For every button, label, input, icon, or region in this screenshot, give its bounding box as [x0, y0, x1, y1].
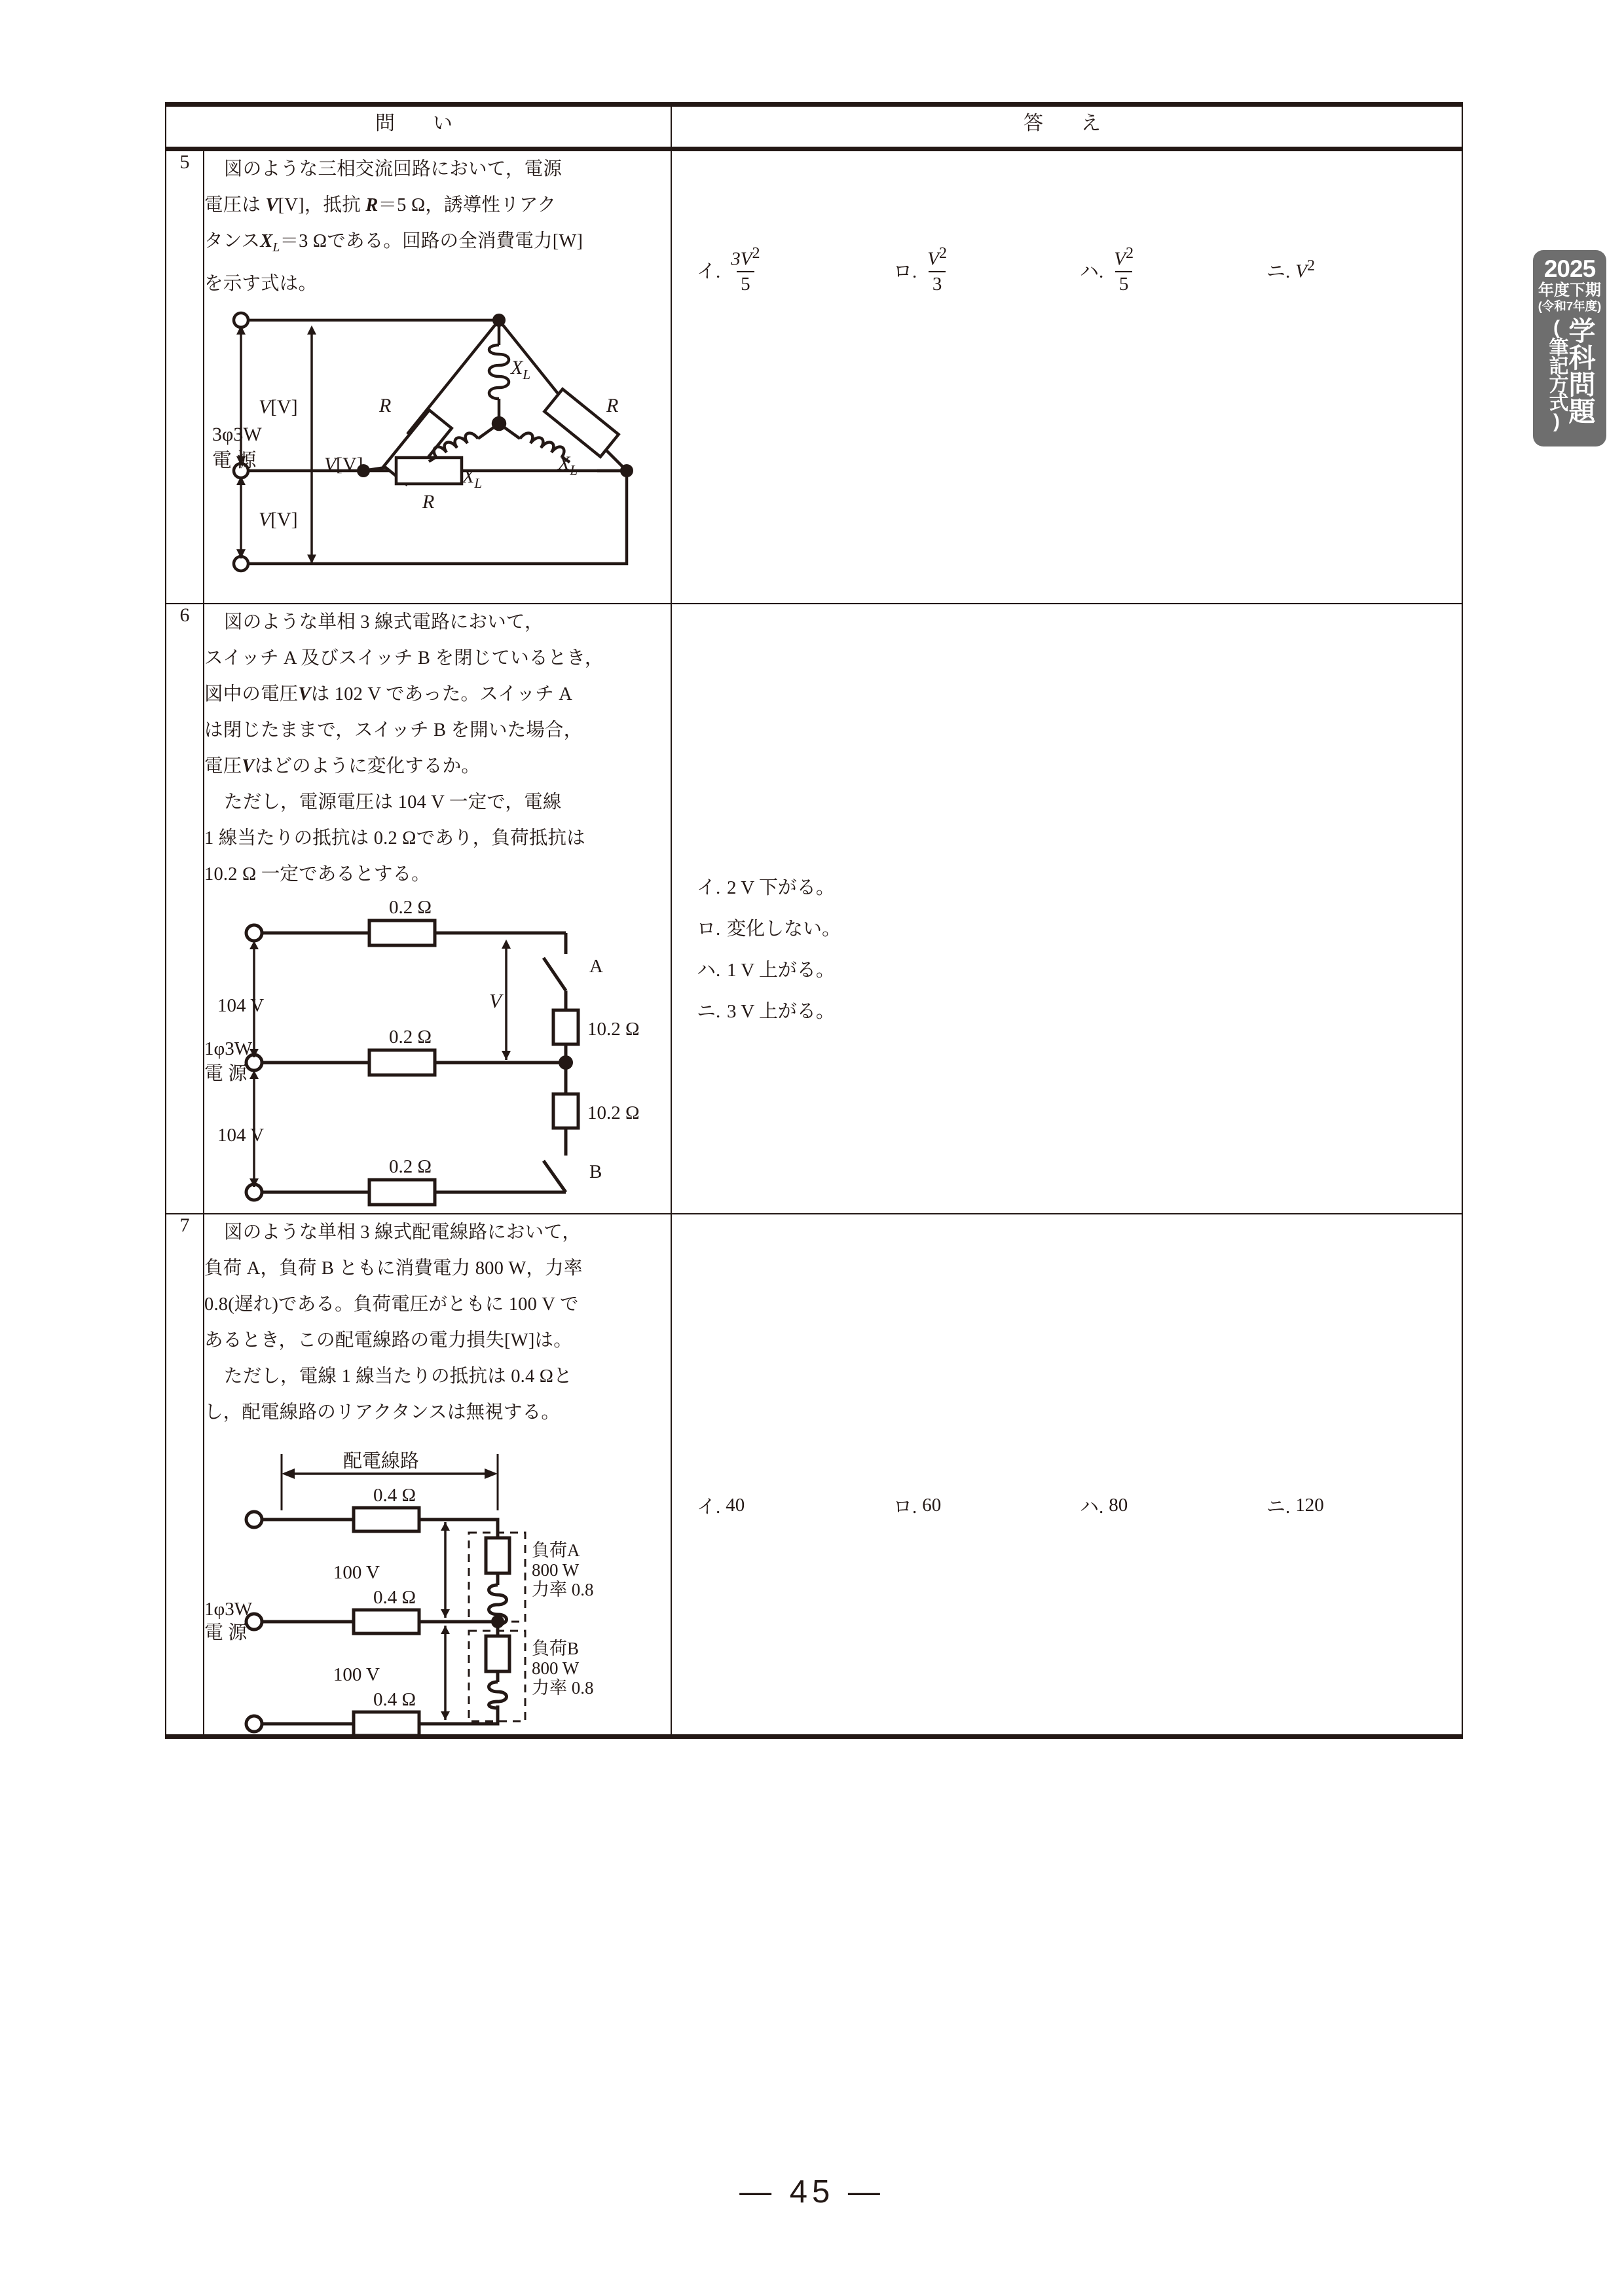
q5-label-xl-left: $X_L$: [462, 465, 483, 491]
question-body-7: [204, 1214, 671, 1737]
q5-line4: を示す式は。: [204, 273, 318, 294]
answer-choice-q7-ha[interactable]: [1080, 1492, 1266, 1519]
q7-label-load-b-3: 力率 0.8: [532, 1677, 594, 1698]
answer-mark: ハ.: [1080, 1496, 1104, 1518]
q5-label-r-right: R: [606, 394, 619, 416]
q5-label-xl-top: $X_L$: [511, 356, 531, 382]
answer-choice-q7-ni[interactable]: [1266, 1492, 1324, 1519]
q6-line4: は閉じたままで，スイッチ B を開いた場合，: [204, 720, 583, 740]
question-number-5: 5: [166, 149, 204, 604]
side-tab-era: (令和7年度): [1538, 299, 1602, 313]
q6-line2: スイッチ A 及びスイッチ B を閉じているとき，: [204, 647, 604, 668]
side-tab: [1533, 250, 1606, 446]
q5-line3a: タンス: [204, 231, 261, 251]
q5-label-v-top: V: [259, 395, 271, 418]
question-text-7: [204, 1214, 671, 1430]
fraction-denominator: 5: [1115, 271, 1133, 295]
answer-choice-q7-i[interactable]: [697, 1492, 893, 1519]
q7-label-r-top: 0.4 Ω: [373, 1484, 416, 1506]
q6-label-switch-a: A: [589, 955, 603, 977]
table-header-row: [166, 105, 1462, 149]
answer-text: 80: [1109, 1494, 1128, 1516]
q6-label-r-top: 0.2 Ω: [389, 898, 432, 918]
q7-line2: 負荷 A，負荷 B ともに消費電力 800 W，力率: [204, 1258, 583, 1279]
circuit-diagram-q7: [204, 1440, 671, 1734]
q6-label-r-bot: 0.2 Ω: [389, 1156, 432, 1177]
q7-line3: 0.8(遅れ)である。負荷電圧がともに 100 V で: [204, 1294, 579, 1315]
answer-choice-q5-i[interactable]: [697, 245, 893, 295]
table-row: [166, 604, 1462, 1214]
q7-line1: 図のような単相 3 線式配電線路において，: [224, 1222, 581, 1243]
q6-line5a: 電圧: [204, 756, 242, 776]
q6-label-load-top: 10.2 Ω: [587, 1018, 640, 1040]
question-body-6: [204, 604, 671, 1214]
side-tab-year: 2025: [1543, 255, 1596, 282]
question-text-6: [204, 604, 671, 892]
answer-choice-q5-ni[interactable]: [1266, 257, 1315, 283]
answer-exponent: 2: [1306, 257, 1316, 275]
q5-svg: [204, 302, 663, 603]
q6-label-voltmeter-v: V: [489, 989, 502, 1012]
answer-choices-5: [672, 245, 1462, 295]
header-answer-col: 答 え: [671, 105, 1462, 149]
side-tab-term: 年度下期: [1538, 282, 1601, 299]
answer-text: 1 V 上がる。: [727, 959, 835, 981]
q7-label-source-1: 1φ3W: [204, 1598, 253, 1620]
q5-line3b: ＝3 Ωである。回路の全消費電力[W]: [280, 231, 583, 251]
q5-label-v-mid: V: [324, 453, 337, 475]
q6-label-switch-b: B: [589, 1161, 602, 1182]
answer-mark: ニ.: [697, 1000, 721, 1022]
q5-label-xl-right: $X_L$: [558, 452, 578, 478]
answer-choice-q6-ni[interactable]: [697, 991, 1462, 1032]
answer-text: 60: [922, 1494, 942, 1516]
q6-line8: 10.2 Ω 一定であるとする。: [204, 864, 431, 884]
q6-junction-dot: [559, 1055, 573, 1070]
fraction-numerator: V: [1114, 248, 1126, 270]
q5-line2c: ＝5 Ω，誘導性リアク: [378, 195, 557, 215]
answer-mark: ニ.: [1266, 261, 1291, 282]
q7-label-load-b-2: 800 W: [532, 1658, 580, 1678]
question-body-5: [204, 149, 671, 604]
q5-symbol-v: V: [265, 195, 278, 215]
table-row: [166, 149, 1462, 604]
answer-mark: ハ.: [1080, 261, 1104, 282]
q5-line2a: 電圧は: [204, 195, 266, 215]
answer-body-7: [671, 1214, 1462, 1737]
q7-svg: [204, 1440, 656, 1734]
circuit-diagram-q5: [204, 302, 671, 603]
q6-label-r-mid: 0.2 Ω: [389, 1026, 432, 1048]
answer-choice-q6-ro[interactable]: [697, 909, 1462, 950]
q5-label-source-1: 3φ3W: [212, 423, 262, 445]
q5-label-r-bottom: R: [422, 490, 435, 513]
answer-text: 3 V 上がる。: [727, 1000, 835, 1022]
side-tab-format: (筆記方式): [1545, 317, 1568, 431]
q5-label-v-bot: V: [259, 508, 271, 530]
q6-label-load-bot: 10.2 Ω: [587, 1102, 640, 1123]
answer-choice-q6-ha[interactable]: [697, 950, 1462, 991]
table-row: [166, 1214, 1462, 1737]
q6-label-source-2: 電 源: [204, 1063, 248, 1084]
answer-mark: ハ.: [697, 959, 721, 981]
answer-text: 40: [726, 1494, 745, 1516]
q5-label-source-2: 電 源: [212, 449, 257, 471]
q6-line7: 1 線当たりの抵抗は 0.2 Ωであり，負荷抵抗は: [204, 828, 585, 848]
q7-label-r-bot: 0.4 Ω: [373, 1688, 416, 1710]
answer-body-5: [671, 149, 1462, 604]
page-number: — 45 —: [739, 2174, 885, 2210]
answer-mark: イ.: [697, 261, 721, 282]
q5-symbol-x-sub: L: [272, 240, 280, 255]
answer-mark: イ.: [697, 877, 721, 898]
q5-symbol-r: R: [365, 195, 378, 215]
q7-label-source-2: 電 源: [204, 1622, 248, 1643]
q7-label-v-top: 100 V: [333, 1561, 380, 1583]
q6-line6: ただし，電源電圧は 104 V 一定で，電線: [224, 792, 562, 812]
answer-text: 変化しない。: [727, 918, 841, 939]
q6-symbol-v2: V: [242, 756, 255, 776]
q5-symbol-x: X: [260, 231, 273, 251]
fraction: [923, 245, 951, 295]
answer-choice-q5-ro[interactable]: [893, 245, 1080, 295]
fraction: [1110, 245, 1137, 295]
fraction-denominator: 5: [737, 271, 754, 295]
fraction-denominator: 3: [929, 271, 946, 295]
answer-mark: イ.: [697, 1496, 721, 1518]
answer-mark: ロ.: [893, 261, 917, 282]
answer-choice-q7-ro[interactable]: [893, 1492, 1080, 1519]
answer-mark: ロ.: [697, 918, 721, 939]
q6-line5b: はどのように変化するか。: [254, 756, 481, 776]
svg-text:[V]: [V]: [336, 453, 363, 475]
q6-svg: [204, 899, 656, 1213]
fraction-numerator: 3V: [731, 248, 752, 270]
fraction-exponent: 2: [752, 244, 760, 262]
svg-text:[V]: [V]: [270, 395, 298, 418]
q5-label-r-left: R: [379, 394, 392, 416]
q7-label-load-a-2: 800 W: [532, 1559, 580, 1580]
q6-line3a: 図中の電圧: [204, 683, 299, 704]
q6-line3b: は 102 V であった。スイッチ A: [310, 683, 573, 704]
circuit-diagram-q6: [204, 899, 671, 1213]
q5-line2b: [V]，抵抗: [278, 195, 366, 215]
q5-line1: 図のような三相交流回路において，電源: [224, 159, 563, 179]
question-text-5: [204, 151, 671, 302]
answer-text: 2 V 下がる。: [727, 877, 835, 898]
answer-body-6: [671, 604, 1462, 1214]
answer-choice-q5-ha[interactable]: [1080, 245, 1266, 295]
q6-label-v-top: 104 V: [217, 994, 265, 1016]
q7-label-v-bot: 100 V: [333, 1664, 380, 1685]
q7-line6: し，配電線路のリアクタンスは無視する。: [204, 1402, 561, 1423]
header-question-col: 問 い: [166, 105, 671, 149]
side-tab-subject: 学科問題: [1564, 317, 1595, 425]
q7-label-load-b-1: 負荷B: [532, 1638, 580, 1658]
answer-choice-q6-i[interactable]: [697, 867, 1462, 909]
fraction-numerator: V: [927, 248, 939, 270]
answer-text: 120: [1295, 1494, 1324, 1516]
q7-label-load-a-3: 力率 0.8: [532, 1579, 594, 1599]
q7-label-load-a-1: 負荷A: [532, 1540, 580, 1560]
q6-label-v-bot: 104 V: [217, 1124, 265, 1146]
question-number-7: 7: [166, 1214, 204, 1737]
answer-choices-7: [672, 1492, 1462, 1519]
q6-label-source-1: 1φ3W: [204, 1038, 253, 1059]
fraction-exponent: 2: [1125, 244, 1134, 262]
q6-symbol-v1: V: [298, 683, 311, 704]
question-number-6: 6: [166, 604, 204, 1214]
q7-line4: あるとき，この配電線路の電力損失[W]は。: [204, 1330, 572, 1351]
answer-value: V: [1295, 261, 1307, 282]
q7-label-span: 配電線路: [343, 1450, 420, 1472]
answer-mark: ニ.: [1266, 1496, 1291, 1518]
q7-line5: ただし，電線 1 線当たりの抵抗は 0.4 Ωと: [224, 1366, 572, 1387]
svg-text:[V]: [V]: [270, 508, 298, 530]
answer-choices-6: [672, 867, 1462, 1032]
fraction: [727, 245, 764, 295]
exam-table: [165, 102, 1463, 1739]
q7-label-r-mid: 0.4 Ω: [373, 1586, 416, 1608]
fraction-exponent: 2: [938, 244, 948, 262]
answer-mark: ロ.: [893, 1496, 917, 1518]
side-tab-vertical-group: [1533, 317, 1606, 431]
q6-line1: 図のような単相 3 線式電路において，: [224, 611, 544, 632]
